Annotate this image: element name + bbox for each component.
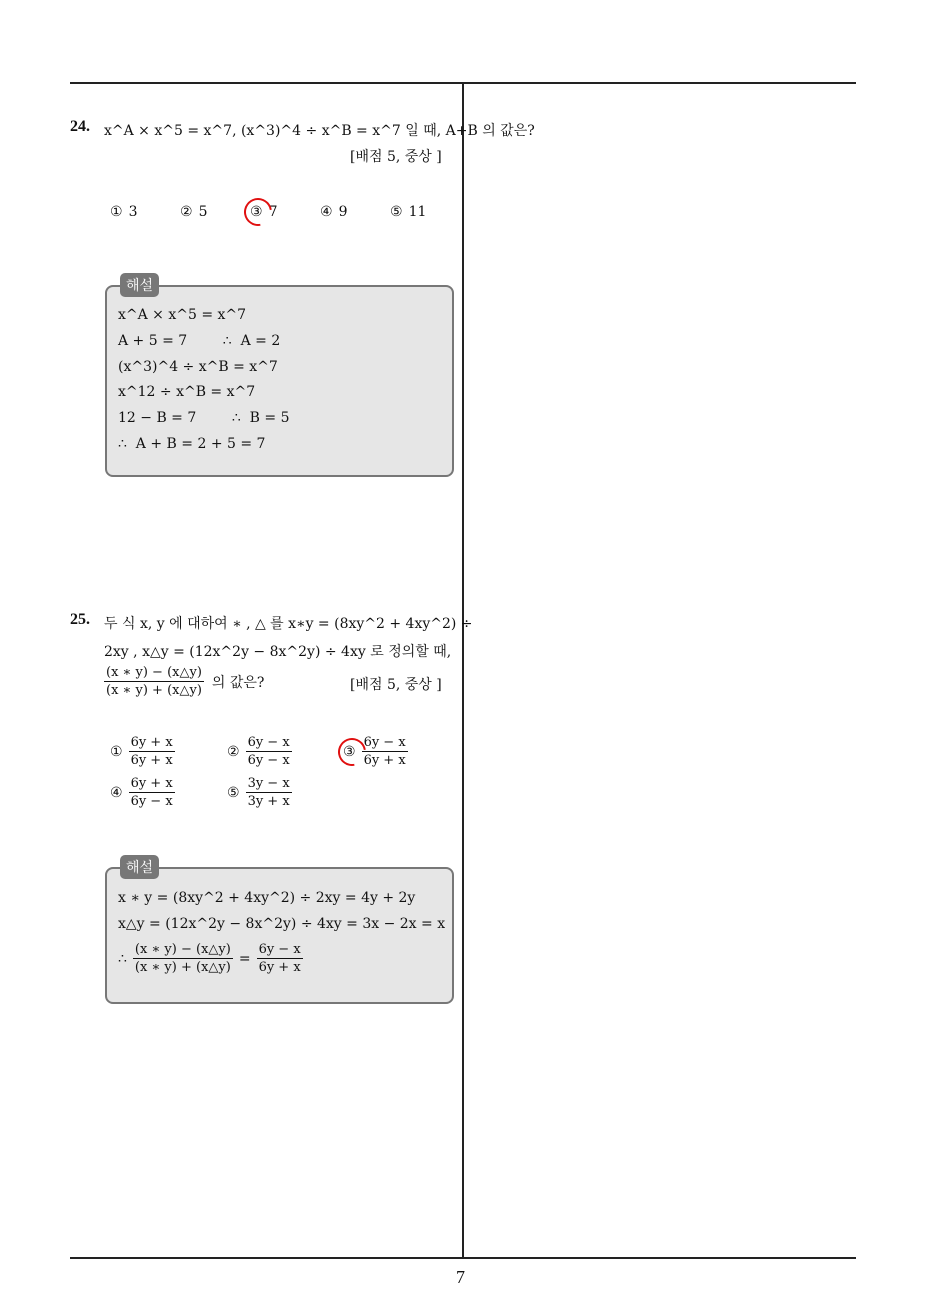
fraction-denominator: 3y + x bbox=[247, 794, 290, 809]
q24-choice-5[interactable] bbox=[390, 204, 426, 220]
fraction-denominator: 6y − x bbox=[247, 753, 290, 768]
question-25-stem-line-2: 2xy , x△y = (12x^2y − 8x^2y) ÷ 4xy 로 정의할 때, bbox=[104, 644, 452, 660]
q25-choice-5[interactable] bbox=[227, 775, 292, 810]
choice-mark: ⑤ bbox=[390, 204, 403, 220]
choice-mark: ③ bbox=[343, 743, 356, 760]
solution-label-24: 해설 bbox=[120, 273, 159, 297]
fraction-denominator: (x ∗ y) + (x△y) bbox=[134, 960, 231, 975]
choice-value: 3 bbox=[128, 204, 138, 220]
question-25-tail: 의 값은? bbox=[211, 674, 265, 691]
q25-choice-1[interactable] bbox=[110, 734, 175, 769]
fraction-numerator: 3y − x bbox=[247, 776, 290, 791]
question-24-meta: [배점 5, 중상 ] bbox=[350, 149, 442, 165]
choice-value: 11 bbox=[408, 204, 427, 220]
q24-choice-4[interactable] bbox=[320, 204, 347, 220]
question-25-stem-line-1: 두 식 x, y 에 대하여 ∗ , △ 를 x∗y = (8xy^2 + 4xy^2) ÷ bbox=[104, 616, 473, 632]
solution-rhs-fraction bbox=[257, 941, 303, 976]
solution-24-line-3: (x^3)^4 ÷ x^B = x^7 bbox=[118, 359, 278, 375]
solution-label-25: 해설 bbox=[120, 855, 159, 879]
fraction-numerator: (x ∗ y) − (x△y) bbox=[134, 942, 231, 957]
solution-25-line-1: x ∗ y = (8xy^2 + 4xy^2) ÷ 2xy = 4y + 2y bbox=[118, 890, 416, 906]
choice-mark: ⑤ bbox=[227, 784, 240, 801]
choice-value: 5 bbox=[198, 204, 208, 220]
solution-24-line-4: x^12 ÷ x^B = x^7 bbox=[118, 384, 256, 400]
page-number: 7 bbox=[456, 1267, 465, 1287]
fraction-denominator: 6y + x bbox=[363, 753, 406, 768]
solution-24-line-1: x^A × x^5 = x^7 bbox=[118, 307, 247, 323]
solution-box-25 bbox=[105, 867, 454, 1004]
solution-25-final bbox=[118, 941, 303, 976]
fraction-denominator: 6y + x bbox=[258, 960, 301, 975]
q25-choice-2[interactable] bbox=[227, 734, 292, 769]
choice-fraction bbox=[129, 734, 175, 769]
choice-value: 7 bbox=[268, 204, 278, 220]
equals-sign: = bbox=[238, 950, 251, 967]
fraction-numerator: 6y + x bbox=[130, 776, 173, 791]
choice-mark: ① bbox=[110, 204, 123, 220]
fraction-numerator: 6y + x bbox=[130, 735, 173, 750]
choice-mark: ③ bbox=[250, 204, 263, 220]
question-number-25: 25. bbox=[70, 611, 90, 628]
choice-mark: ① bbox=[110, 743, 123, 760]
choice-fraction bbox=[362, 734, 408, 769]
answer-circle-icon bbox=[239, 193, 278, 232]
choice-value: 9 bbox=[338, 204, 348, 220]
choice-fraction bbox=[246, 775, 292, 810]
choice-fraction bbox=[246, 734, 292, 769]
fraction-numerator: (x ∗ y) − (x△y) bbox=[106, 665, 202, 680]
question-25-stem-line-3 bbox=[104, 664, 264, 699]
q25-choice-4[interactable] bbox=[110, 775, 175, 810]
column-divider bbox=[462, 82, 464, 1258]
therefore-symbol: ∴ bbox=[118, 950, 127, 967]
question-25-fraction bbox=[104, 664, 204, 699]
question-number-24: 24. bbox=[70, 118, 90, 135]
fraction-numerator: 6y − x bbox=[247, 735, 290, 750]
choice-mark: ④ bbox=[320, 204, 333, 220]
q24-choice-1[interactable] bbox=[110, 204, 137, 220]
q24-choice-2[interactable] bbox=[180, 204, 207, 220]
choice-mark: ② bbox=[180, 204, 193, 220]
fraction-numerator: 6y − x bbox=[258, 942, 301, 957]
choice-fraction bbox=[129, 775, 175, 810]
question-24-stem: x^A × x^5 = x^7, (x^3)^4 ÷ x^B = x^7 일 때, A+B 의 값은? bbox=[104, 123, 535, 139]
choice-mark: ④ bbox=[110, 784, 123, 801]
solution-24-line-6: ∴ A + B = 2 + 5 = 7 bbox=[118, 436, 266, 452]
solution-24-line-5: 12 − B = 7 ∴ B = 5 bbox=[118, 410, 290, 426]
solution-lhs-fraction bbox=[133, 941, 233, 976]
fraction-denominator: 6y − x bbox=[130, 794, 173, 809]
question-25-meta: [배점 5, 중상 ] bbox=[350, 677, 442, 693]
choice-mark: ② bbox=[227, 743, 240, 760]
fraction-denominator: (x ∗ y) + (x△y) bbox=[106, 683, 202, 698]
fraction-numerator: 6y − x bbox=[363, 735, 406, 750]
fraction-denominator: 6y + x bbox=[130, 753, 173, 768]
solution-24-line-2: A + 5 = 7 ∴ A = 2 bbox=[118, 333, 281, 349]
solution-25-line-2: x△y = (12x^2y − 8x^2y) ÷ 4xy = 3x − 2x = x bbox=[118, 916, 446, 932]
